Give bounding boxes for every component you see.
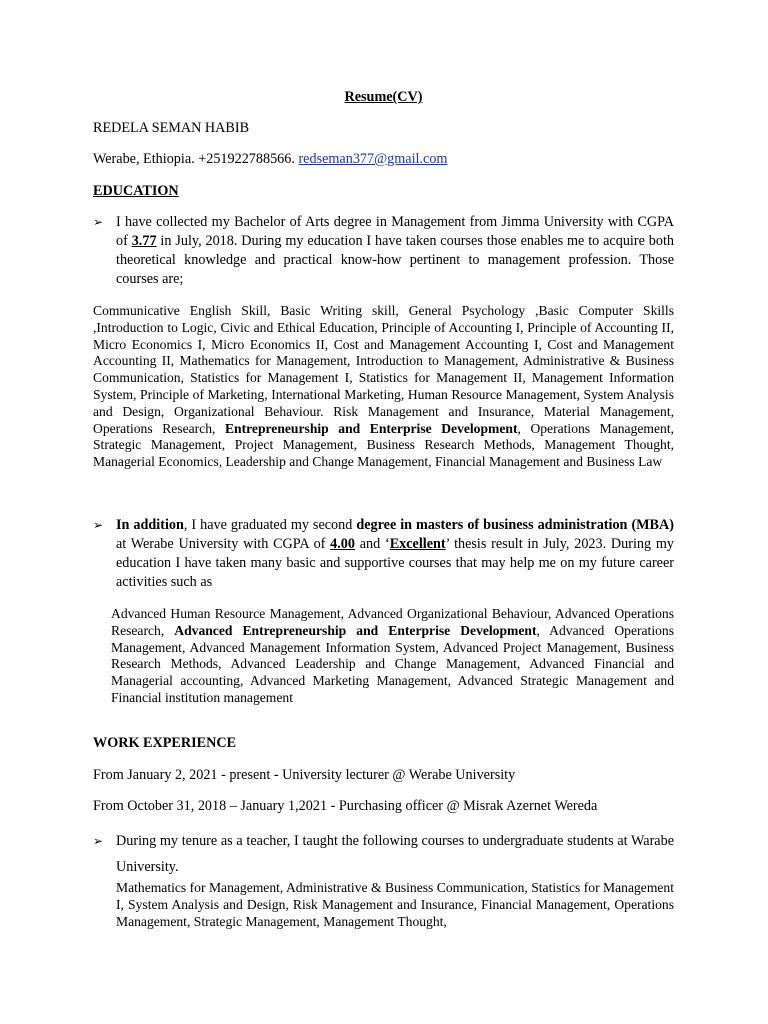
- tenure-text: During my tenure as a teacher, I taught the following courses to undergraduate students at Warabe University.: [116, 833, 674, 875]
- job-entry-lecturer: From January 2, 2021 - present - University lecturer @ Werabe University: [93, 767, 516, 783]
- arrowhead-bullet-icon: ➢: [93, 215, 104, 229]
- arrowhead-bullet-icon: ➢: [93, 518, 104, 532]
- masters-text: In addition, I have graduated my second degree in masters of business administration (MBA) at Werabe University with CGPA of 4.00 and ‘Excellent’ thesis result in July, 2023. During my education I have taken many basic and supportive courses that may help me on my future career activities such as: [116, 517, 674, 590]
- contact-line: [93, 151, 674, 168]
- masters-cgpa: 4.00: [330, 536, 355, 552]
- masters-courses: Advanced Human Resource Management, Advanced Organizational Behaviour, Advanced Operations Research, Advanced Entrepreneurship and Enterprise Development, Advanced Operations Management, Advanced Management Information System, Advanced Project Management, Business Research Methods, Advanced Leadership and Change Management, Advanced Financial and Managerial accounting, Advanced Marketing Management, Advanced Strategic Management and Financial institution management: [111, 606, 674, 705]
- bachelor-courses: Communicative English Skill, Basic Writing skill, General Psychology ,Basic Computer Skills ,Introduction to Logic, Civic and Ethical Education, Principle of Accounting I, Principle of Accounting II, Micro Economics I, Micro Economics II, Cost and Management Accounting I, Cost and Management Accounting II, Mathematics for Management, Introduction to Management, Administrative & Business Communication, Statistics for Management I, Statistics for Management II, Management Information System, Principle of Marketing, International Marketing, Human Resource Management, System Analysis and Design, Organizational Behaviour. Risk Management and Insurance, Material Management, Operations Research, Entrepreneurship and Enterprise Development, Operations Management, Strategic Management, Project Management, Business Research Methods, Management Thought, Managerial Economics, Leadership and Change Management, Financial Management and Business Law: [93, 303, 675, 470]
- candidate-name: REDELA SEMAN HABIB: [93, 120, 250, 136]
- arrowhead-bullet-icon: ➢: [93, 834, 104, 848]
- thesis-result: Excellent: [389, 536, 446, 552]
- education-heading: EDUCATION: [93, 183, 179, 199]
- bachelor-cgpa: 3.77: [131, 233, 157, 249]
- taught-courses: Mathematics for Management, Administrative & Business Communication, Statistics for Management I, System Analysis and Design, Risk Management and Insurance, Financial Management, Operations Management, Strategic Management, Management Thought,: [116, 880, 674, 929]
- resume-title: Resume(CV): [344, 89, 423, 105]
- bachelor-text: I have collected my Bachelor of Arts degree in Management from Jimma University with CGPA of 3.77 in July, 2018. During my education I have taken courses those enables me to acquire both theoretical knowledge and practical know-how pertinent to management profession. Those courses are;: [116, 214, 674, 287]
- contact-text: Werabe, Ethiopia. +251922788566.: [93, 151, 299, 167]
- email-link[interactable]: redseman377@gmail.com: [298, 151, 448, 167]
- job-entry-purchasing: From October 31, 2018 – January 1,2021 - Purchasing officer @ Misrak Azernet Wereda: [93, 798, 598, 814]
- work-experience-heading: WORK EXPERIENCE: [93, 735, 237, 751]
